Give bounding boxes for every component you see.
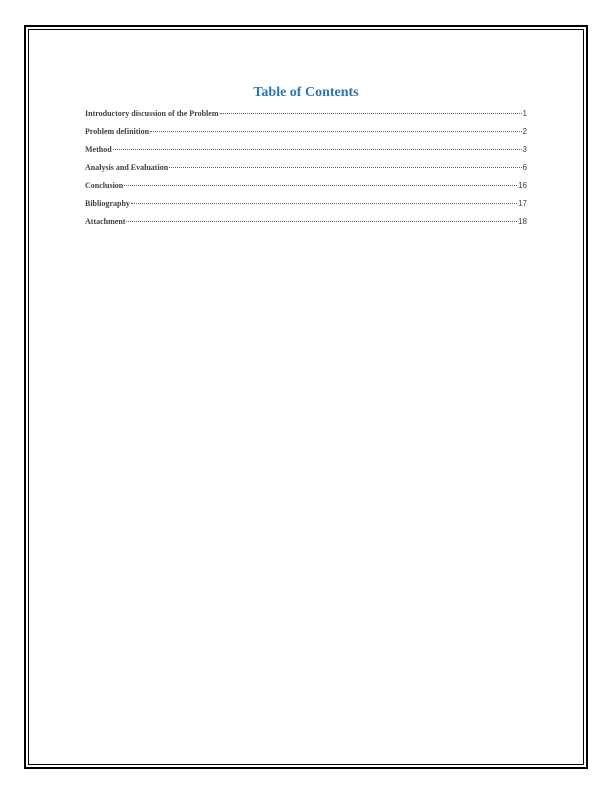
- toc-entry-label[interactable]: Introductory discussion of the Problem: [85, 109, 219, 118]
- toc-title: Table of Contents: [253, 85, 359, 100]
- toc-entry-label[interactable]: Attachment: [85, 217, 126, 226]
- toc-entry-method[interactable]: [85, 143, 527, 161]
- toc-entry-page-number[interactable]: 2: [522, 127, 527, 136]
- toc-entry-label[interactable]: Bibliography: [85, 199, 130, 208]
- toc-dot-leader: [124, 185, 517, 186]
- toc-entry-bibliography[interactable]: [85, 197, 527, 215]
- toc-entry-problem-definition[interactable]: [85, 125, 527, 143]
- toc-list: [85, 107, 527, 233]
- toc-entry-label[interactable]: Conclusion: [85, 181, 124, 190]
- toc-entry-page-number[interactable]: 16: [518, 181, 527, 190]
- toc-entry-label[interactable]: Analysis and Evaluation: [85, 163, 169, 172]
- toc-dot-leader: [126, 221, 517, 222]
- toc-entry-page-number[interactable]: 6: [522, 163, 527, 172]
- toc-entry-page-number[interactable]: 1: [522, 109, 527, 118]
- toc-dot-leader: [150, 131, 521, 132]
- toc-dot-leader: [131, 203, 517, 204]
- toc-dot-leader: [113, 149, 522, 150]
- toc-entry-conclusion[interactable]: [85, 179, 527, 197]
- toc-dot-leader: [169, 167, 521, 168]
- toc-entry-analysis-and-evaluation[interactable]: [85, 161, 527, 179]
- toc-entry-page-number[interactable]: 3: [522, 145, 527, 154]
- toc-entry-introductory-discussion[interactable]: [85, 107, 527, 125]
- toc-entry-page-number[interactable]: 18: [518, 217, 527, 226]
- toc-entry-page-number[interactable]: 17: [518, 199, 527, 208]
- toc-dot-leader: [220, 113, 522, 114]
- toc-entry-label[interactable]: Method: [85, 145, 112, 154]
- toc-entry-label[interactable]: Problem definition: [85, 127, 150, 136]
- toc-entry-attachment[interactable]: [85, 215, 527, 233]
